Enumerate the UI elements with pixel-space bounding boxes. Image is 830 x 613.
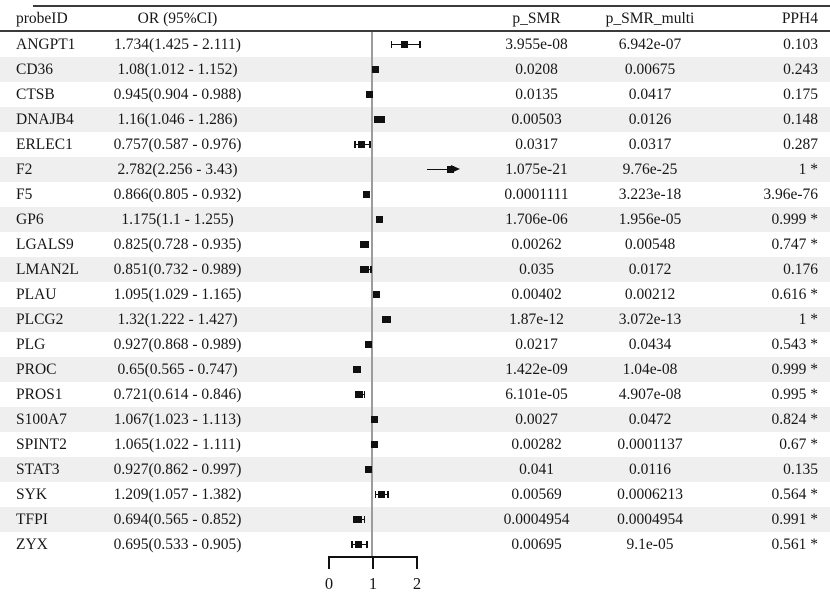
pph4-value: 0.67 * (779, 435, 818, 453)
or-ci-value: 0.695(0.533 - 0.905) (113, 535, 242, 553)
or-ci-value: 1.16(1.046 - 1.286) (117, 110, 238, 128)
ci-cap-right (364, 391, 366, 398)
table-row (0, 257, 830, 282)
p-smr-multi-value: 1.04e-08 (622, 360, 678, 378)
x-axis-tick (416, 556, 418, 569)
table-row (0, 407, 830, 432)
or-ci-value: 0.694(0.565 - 0.852) (113, 510, 242, 528)
p-smr-multi-value: 0.00212 (624, 285, 676, 303)
column-header-pph4: PPH4 (781, 9, 818, 27)
p-smr-value: 0.00402 (511, 285, 562, 303)
p-smr-multi-value: 9.1e-05 (626, 535, 674, 553)
probe-id: PLAU (16, 285, 57, 303)
table-row (0, 432, 830, 457)
or-point-marker (376, 216, 383, 223)
x-axis-tick (328, 556, 330, 569)
or-point-marker (361, 241, 368, 248)
or-ci-value: 0.65(0.565 - 0.747) (117, 360, 238, 378)
or-ci-value: 0.757(0.587 - 0.976) (113, 135, 242, 153)
or-ci-value: 0.825(0.728 - 0.935) (113, 235, 242, 253)
table-row (0, 132, 830, 157)
p-smr-multi-value: 0.0004954 (617, 510, 683, 528)
or-point-marker (401, 41, 408, 48)
p-smr-value: 0.00282 (511, 435, 562, 453)
pph4-value: 0.176 (783, 260, 818, 278)
table-row (0, 307, 830, 332)
or-point-marker (365, 466, 372, 473)
table-row (0, 357, 830, 382)
table-row (0, 182, 830, 207)
or-ci-value: 1.095(1.029 - 1.165) (113, 285, 242, 303)
ci-cap-right (369, 141, 371, 148)
or-point-marker (355, 541, 362, 548)
pph4-value: 0.148 (783, 110, 818, 128)
probe-id: PLG (16, 335, 46, 353)
pph4-value: 0.747 * (771, 235, 818, 253)
p-smr-multi-value: 0.0116 (628, 460, 672, 478)
probe-id: DNAJB4 (16, 110, 74, 128)
pph4-value: 0.135 (783, 460, 818, 478)
p-smr-value: 0.0317 (515, 135, 558, 153)
ci-cap-right (364, 516, 366, 523)
or-ci-value: 0.927(0.868 - 0.989) (113, 335, 242, 353)
probe-id: ZYX (16, 535, 48, 553)
or-point-marker (373, 291, 380, 298)
table-body (0, 32, 830, 557)
table-row (0, 107, 830, 132)
or-ci-value: 1.32(1.222 - 1.427) (117, 310, 238, 328)
p-smr-multi-value: 0.00675 (624, 60, 676, 78)
probe-id: ANGPT1 (16, 35, 76, 53)
pph4-value: 0.999 * (771, 360, 818, 378)
table-header-row (0, 7, 830, 30)
or-point-marker (358, 141, 365, 148)
ci-cap-left (351, 541, 353, 548)
column-header-p-smr-multi: p_SMR_multi (605, 9, 695, 27)
or-ci-value: 0.851(0.732 - 0.989) (113, 260, 242, 278)
or-point-marker (447, 166, 454, 173)
pph4-value: 0.616 * (771, 285, 818, 303)
pph4-value: 3.96e-76 (763, 185, 818, 203)
p-smr-value: 0.0208 (515, 60, 558, 78)
column-header-plot-spacer (265, 7, 480, 30)
p-smr-value: 0.00262 (511, 235, 562, 253)
probe-id: F2 (16, 160, 33, 178)
p-smr-value: 0.0004954 (503, 510, 570, 528)
p-smr-value: 1.422e-09 (505, 360, 568, 378)
or-point-marker (376, 116, 383, 123)
or-point-marker (365, 341, 372, 348)
ci-cap-right (387, 491, 389, 498)
p-smr-multi-value: 0.0126 (628, 110, 672, 128)
p-smr-multi-value: 1.956e-05 (618, 210, 682, 228)
probe-id: LGALS9 (16, 235, 74, 253)
pph4-value: 0.564 * (771, 485, 818, 503)
p-smr-multi-value: 0.0006213 (617, 485, 683, 503)
or-ci-value: 0.866(0.805 - 0.932) (113, 185, 242, 203)
x-axis-tick-label: 1 (368, 574, 378, 593)
p-smr-value: 0.00503 (511, 110, 562, 128)
or-ci-value: 1.209(1.057 - 1.382) (113, 485, 242, 503)
table-row (0, 157, 830, 182)
probe-id: SYK (16, 485, 48, 503)
probe-id: CTSB (16, 85, 55, 103)
p-smr-multi-value: 3.072e-13 (618, 310, 682, 328)
probe-id: GP6 (16, 210, 44, 228)
p-smr-value: 0.0135 (515, 85, 558, 103)
ci-cap-right (383, 116, 385, 123)
p-smr-value: 1.075e-21 (505, 160, 568, 178)
or-point-marker (353, 366, 360, 373)
pph4-value: 0.991 * (771, 510, 818, 528)
p-smr-value: 1.87e-12 (509, 310, 564, 328)
or-point-marker (372, 66, 379, 73)
probe-id: F5 (16, 185, 33, 203)
or-ci-value: 2.782(2.256 - 3.43) (117, 160, 238, 178)
pph4-value: 1 * (798, 160, 818, 178)
probe-id: PROC (16, 360, 57, 378)
column-header-probe-id: probeID (16, 9, 68, 27)
column-header-p-smr: p_SMR (512, 9, 561, 27)
pph4-value: 0.824 * (771, 410, 818, 428)
or-ci-value: 0.945(0.904 - 0.988) (113, 85, 242, 103)
p-smr-value: 6.101e-05 (505, 385, 568, 403)
table-row (0, 482, 830, 507)
p-smr-multi-value: 3.223e-18 (618, 185, 682, 203)
or-point-marker (356, 391, 363, 398)
ci-cap-left (391, 41, 393, 48)
table-row (0, 282, 830, 307)
pph4-value: 0.561 * (771, 535, 818, 553)
p-smr-multi-value: 9.76e-25 (622, 160, 678, 178)
p-smr-multi-value: 0.00548 (624, 235, 676, 253)
ci-cap-right (370, 266, 372, 273)
or-point-marker (371, 441, 378, 448)
probe-id: PROS1 (16, 385, 63, 403)
or-ci-value: 1.067(1.023 - 1.113) (113, 410, 242, 428)
pph4-value: 0.103 (783, 35, 818, 53)
p-smr-multi-value: 0.0317 (628, 135, 672, 153)
or-point-marker (366, 91, 373, 98)
p-smr-multi-value: 0.0172 (628, 260, 672, 278)
probe-id: S100A7 (16, 410, 67, 428)
p-smr-value: 3.955e-08 (505, 35, 568, 53)
p-smr-value: 0.0001111 (504, 185, 569, 203)
probe-id: TFPI (16, 510, 48, 528)
table-row (0, 232, 830, 257)
x-axis-tick-label: 2 (412, 574, 422, 593)
or-point-marker (383, 316, 390, 323)
p-smr-multi-value: 0.0417 (628, 85, 672, 103)
table-row (0, 82, 830, 107)
or-point-marker (362, 266, 369, 273)
p-smr-value: 0.035 (519, 260, 554, 278)
table-row (0, 207, 830, 232)
p-smr-multi-value: 0.0472 (628, 410, 672, 428)
p-smr-multi-value: 6.942e-07 (618, 35, 682, 53)
table-row (0, 57, 830, 82)
pph4-value: 0.287 (783, 135, 818, 153)
column-header-or-ci: OR (95%CI) (137, 9, 218, 27)
or-point-marker (355, 516, 362, 523)
pph4-value: 0.995 * (771, 385, 818, 403)
probe-id: SPINT2 (16, 435, 67, 453)
ci-cap-left (354, 141, 356, 148)
pph4-value: 1 * (798, 310, 818, 328)
p-smr-value: 1.706e-06 (505, 210, 568, 228)
or-point-marker (371, 416, 378, 423)
table-row (0, 32, 830, 57)
or-ci-value: 0.927(0.862 - 0.997) (113, 460, 242, 478)
p-smr-value: 0.0217 (515, 335, 558, 353)
probe-id: STAT3 (16, 460, 60, 478)
pph4-value: 0.543 * (771, 335, 818, 353)
p-smr-value: 0.00569 (511, 485, 562, 503)
or-ci-value: 1.08(1.012 - 1.152) (117, 60, 238, 78)
p-smr-value: 0.041 (519, 460, 554, 478)
or-ci-value: 1.065(1.022 - 1.111) (114, 435, 241, 453)
or-point-marker (378, 491, 385, 498)
ci-cap-right (366, 541, 368, 548)
pph4-value: 0.243 (783, 60, 818, 78)
table-row (0, 457, 830, 482)
table-row (0, 532, 830, 557)
or-ci-value: 1.175(1.1 - 1.255) (121, 210, 234, 228)
p-smr-value: 0.00695 (511, 535, 562, 553)
or-ci-value: 0.721(0.614 - 0.846) (113, 385, 242, 403)
pph4-value: 0.175 (783, 85, 818, 103)
p-smr-multi-value: 4.907e-08 (618, 385, 682, 403)
probe-id: ERLEC1 (16, 135, 73, 153)
p-smr-multi-value: 0.0434 (628, 335, 672, 353)
ci-cap-right (419, 41, 421, 48)
table-row (0, 332, 830, 357)
ci-cap-left (375, 491, 377, 498)
table-row (0, 507, 830, 532)
or-ci-value: 1.734(1.425 - 2.111) (114, 35, 241, 53)
or-point-marker (363, 191, 370, 198)
pph4-value: 0.999 * (771, 210, 818, 228)
probe-id: PLCG2 (16, 310, 64, 328)
p-smr-multi-value: 0.0001137 (617, 435, 683, 453)
p-smr-value: 0.0027 (515, 410, 558, 428)
probe-id: LMAN2L (16, 260, 79, 278)
table-row (0, 382, 830, 407)
probe-id: CD36 (16, 60, 54, 78)
x-axis-tick-label: 0 (324, 574, 334, 593)
